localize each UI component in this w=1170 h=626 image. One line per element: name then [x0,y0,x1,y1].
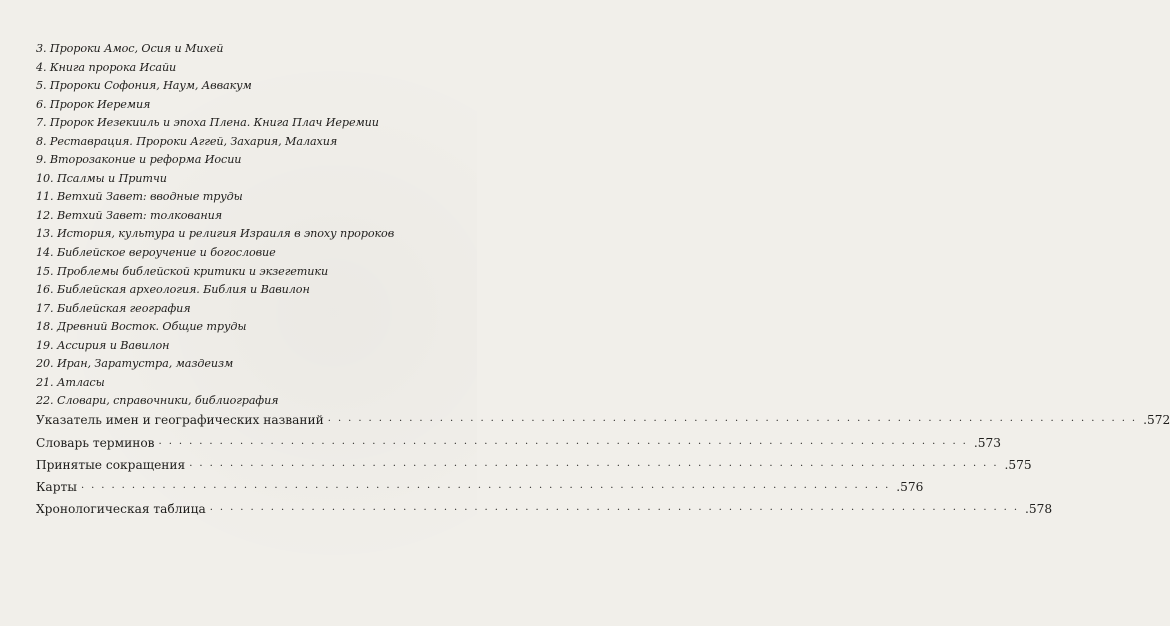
subsection-item: 20. Иран, Заратустра, маздеизм [36,357,234,371]
subsection-item: 6. Пророк Иеремия [36,97,151,111]
toc-entry-page: .573 [973,435,1001,450]
subsection-item: 22. Словари, справочники, библиография [36,394,279,408]
toc-entry-title: Хронологическая таблица [36,502,206,517]
bibliography-subsections-list [36,40,456,411]
subsection-item: 8. Реставрация. Пророки Аггей, Захария, Малахия [36,134,338,148]
subsection-item: 4. Книга пророка Исайи [36,60,177,74]
subsection-item: 21. Атласы [36,375,105,389]
subsection-item: 5. Пророки Софония, Наум, Аввакум [36,79,252,93]
subsection-item: 18. Древний Восток. Общие труды [36,320,247,334]
subsection-item: 17. Библейская география [36,301,191,315]
subsection-item: 13. История, культура и религия Израиля в эпоху пророков [36,227,395,241]
subsection-item: 7. Пророк Иезекииль и эпоха Плена. Книга Плач Иеремии [36,116,379,130]
toc-entry-title: Указатель имен и географических названий [36,413,324,428]
toc-entry-title: Словарь терминов [36,435,155,450]
toc-entry [36,405,1170,428]
toc-entry [36,494,1053,517]
dot-leader: ................................................................................ [158,435,973,447]
subsection-item: 3. Пророки Амос, Осия и Михей [36,42,224,55]
subsection-item: 10. Псалмы и Притчи [36,171,167,185]
subsection-item: 9. Второзаконие и реформа Иосии [36,153,242,167]
toc-entry-title: Принятые сокращения [36,457,186,472]
subsection-item: 11. Ветхий Завет: вводные труды [36,190,243,204]
dot-leader: ................................................................................ [209,502,1025,514]
subsection-item: 15. Проблемы библейской критики и экзегетики [36,264,329,278]
toc-entry-page: .578 [1025,502,1053,517]
subsection-item: 19. Ассирия и Вавилон [36,338,170,352]
subsection-item: 12. Ветхий Завет: толкования [36,208,223,222]
subsection-item: 14. Библейское вероучение и богословие [36,246,276,260]
dot-leader: ................................................................................ [80,480,896,492]
toc-entry-page: .575 [1004,457,1032,472]
toc-entry [36,427,1001,450]
dot-leader: ................................................................................ [189,457,1004,469]
toc-entry-title: Карты [36,480,77,495]
toc-entry-page: .572 [1143,413,1170,428]
toc-entry-page: .576 [896,480,924,495]
table-of-contents-entries [36,405,1170,517]
toc-entry [36,472,924,495]
dot-leader: ................................................................................ [327,413,1143,425]
subsection-item: 16. Библейская археология. Библия и Вавилон [36,283,310,297]
toc-entry [36,450,1032,472]
